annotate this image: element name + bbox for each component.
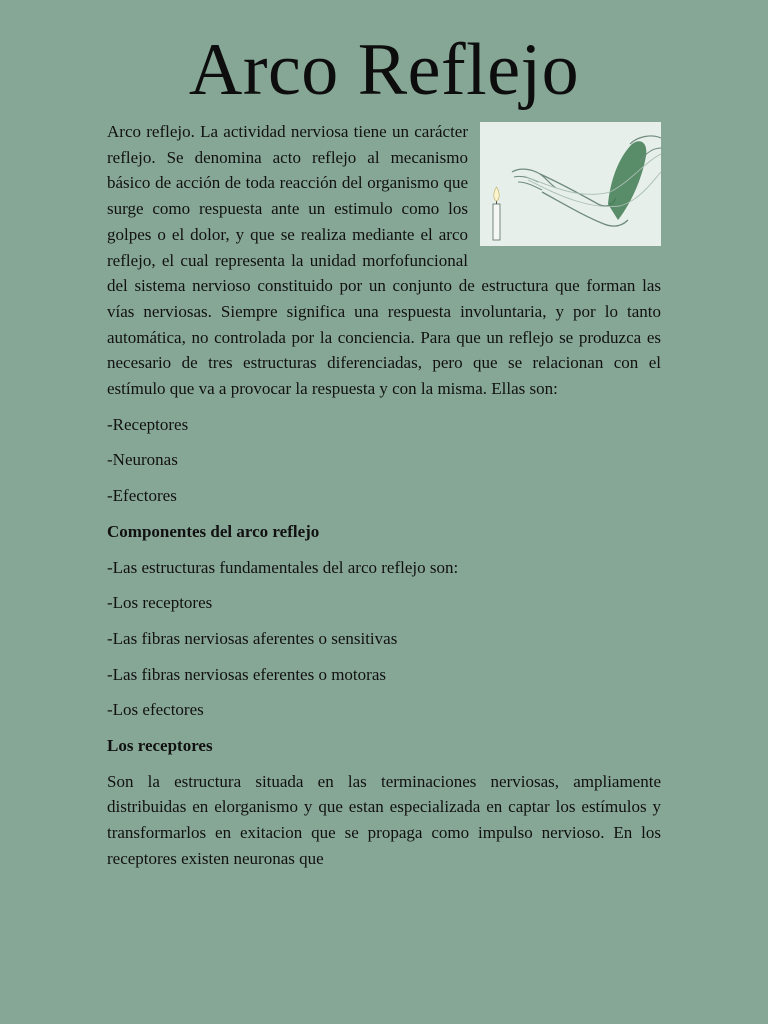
candle-body xyxy=(493,204,500,240)
section-heading-receptores: Los receptores xyxy=(107,736,213,756)
list-item-receptores: -Receptores xyxy=(107,414,189,434)
intro-paragraph: Arco reflejo. La actividad nerviosa tiene un carácter reflejo. Se denomina acto reflejo al mecanismo básico de acción de toda reacción del organismo que surge como respuesta ante un estimulo como los golpes o el dolor, y que se realiza mediante el arco reflejo, el cual representa la unidad morfofuncional del sistema nervioso constituido por un conjunto de estructura que forman las vías nerviosas. Siempre significa una respuesta involuntaria, y por lo tanto automática, no controlada por la conciencia. Para que un reflejo se produzca es necesario de tres estructuras diferenciadas, pero que se relacionan con el estímulo que va a provocar la respuesta y con la misma. Ellas son: xyxy=(107,122,661,399)
component-item: -Las fibras nerviosas eferentes o motoras xyxy=(107,664,386,684)
reflex-arc-illustration xyxy=(480,122,661,246)
document-body xyxy=(107,119,661,872)
list-item-neuronas: -Neuronas xyxy=(107,450,178,470)
list-item-efectores: -Efectores xyxy=(107,486,177,506)
component-item: -Las fibras nerviosas aferentes o sensitivas xyxy=(107,628,398,648)
section-heading-componentes: Componentes del arco reflejo xyxy=(107,521,320,541)
components-intro: -Las estructuras fundamentales del arco reflejo son: xyxy=(107,557,459,577)
component-item: -Los efectores xyxy=(107,700,204,720)
page-title: Arco Reflejo xyxy=(188,29,580,111)
receptores-paragraph: Son la estructura situada en las terminaciones nerviosas, ampliamente distribuidas en elorganismo y que estan especializada en captar los estímulos y transformarlos en exitacion que se propaga como impulso nervioso. En los receptores existen neuronas que xyxy=(107,771,661,868)
arm-candle-drawing xyxy=(480,122,661,246)
candle-flame xyxy=(494,187,499,201)
component-item: -Los receptores xyxy=(107,593,213,613)
